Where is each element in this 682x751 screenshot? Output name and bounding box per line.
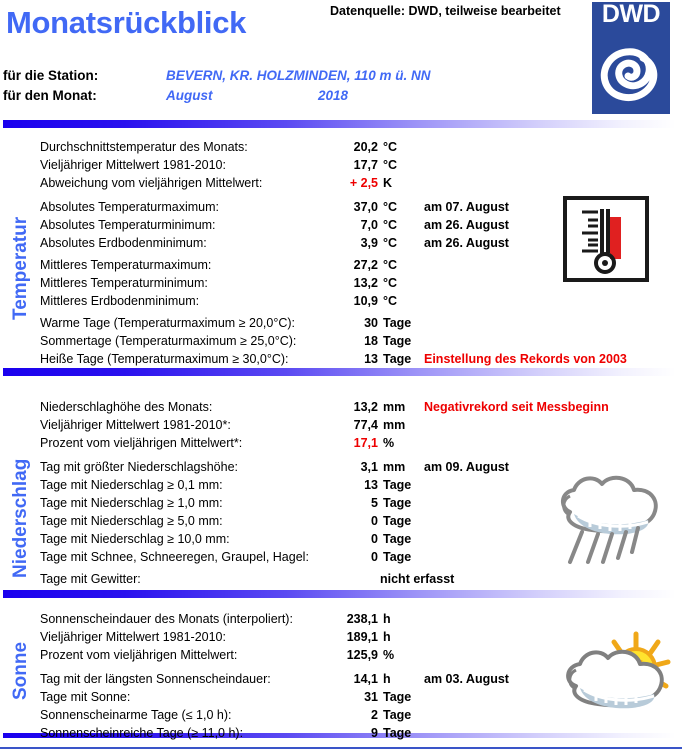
data-row [0,672,682,690]
row-unit: h [383,630,391,644]
data-source-note: Datenquelle: DWD, teilweise bearbeitet [330,4,561,18]
row-label: Sommertage (Temperaturmaximum ≥ 25,0°C): [40,334,297,348]
row-unit: mm [383,418,406,432]
row-unit: °C [383,158,398,172]
row-value: 189,1 [346,630,378,644]
row-unit: % [383,648,395,662]
row-unit: Tage [383,334,412,348]
month-label: für den Monat: [3,88,97,103]
row-value: 238,1 [346,612,378,626]
data-row [0,514,682,532]
row-value: 0 [371,550,378,564]
data-row [0,258,682,276]
bottom-rule [0,747,682,749]
divider-precipitation-bottom [3,590,676,598]
data-row [0,436,682,454]
data-row [0,158,682,176]
station-value: BEVERN, KR. HOLZMINDEN, 110 m ü. NN [166,68,431,83]
data-row [0,176,682,194]
row-note: Einstellung des Rekords von 2003 [424,352,627,366]
row-date: am 26. August [424,218,509,232]
page-title: Monatsrückblick [6,5,247,40]
row-value: 77,4 [353,418,378,432]
divider-top [3,120,676,128]
row-unit: Tage [383,514,412,528]
row-value: 5 [371,496,378,510]
row-value: 13,2 [353,400,378,414]
month-value: August [166,88,213,103]
data-row [0,648,682,666]
data-row [0,294,682,312]
row-label: Tag mit größter Niederschlagshöhe: [40,460,239,474]
row-label: Absolutes Temperaturminimum: [40,218,216,232]
row-label: Heiße Tage (Temperaturmaximum ≥ 30,0°C): [40,352,289,366]
dwd-spiral-icon [598,32,664,110]
data-row [0,460,682,478]
row-label: Prozent vom vieljährigen Mittelwert: [40,648,238,662]
row-label: Vieljähriger Mittelwert 1981-2010*: [40,418,231,432]
row-label: Tage mit Niederschlag ≥ 5,0 mm: [40,514,223,528]
row-value: 13 [364,478,378,492]
data-row [0,352,682,370]
row-value: 20,2 [353,140,378,154]
row-unit: °C [383,236,398,250]
year-value: 2018 [318,88,349,103]
row-label: Mittleres Erdbodenminimum: [40,294,200,308]
station-label: für die Station: [3,68,99,83]
row-value: 14,1 [353,672,378,686]
row-label: Tage mit Niederschlag ≥ 1,0 mm: [40,496,223,510]
row-value: 17,7 [353,158,378,172]
row-label: Tage mit Niederschlag ≥ 10,0 mm: [40,532,230,546]
data-row [0,550,682,568]
data-row [0,532,682,550]
row-unit: Tage [383,708,412,722]
row-value: 10,9 [353,294,378,308]
data-row [0,276,682,294]
row-unit: °C [383,294,398,308]
row-unit: K [383,176,393,190]
row-unit: °C [383,218,398,232]
row-label: Absolutes Temperaturmaximum: [40,200,220,214]
row-value: 27,2 [353,258,378,272]
row-unit: Tage [383,478,412,492]
row-unit: h [383,672,391,686]
row-unit: % [383,436,395,450]
row-label: Tage mit Gewitter: [40,572,141,586]
data-row [0,418,682,436]
data-row [0,572,682,590]
data-row [0,200,682,218]
data-row [0,478,682,496]
row-value: 3,1 [360,460,378,474]
data-row [0,630,682,648]
row-unit: Tage [383,550,412,564]
row-unit: Tage [383,532,412,546]
row-value: 37,0 [353,200,378,214]
row-note: Negativrekord seit Messbeginn [424,400,609,414]
row-plain-value: nicht erfasst [380,572,455,586]
row-label: Tage mit Sonne: [40,690,131,704]
row-value: 13 [364,352,378,366]
row-date: am 07. August [424,200,509,214]
row-unit: °C [383,140,398,154]
row-value: 2 [371,708,378,722]
row-value: 125,9 [346,648,378,662]
row-label: Abweichung vom vieljährigen Mittelwert: [40,176,263,190]
row-unit: Tage [383,726,412,740]
dwd-logo [592,2,670,114]
row-unit: Tage [383,496,412,510]
row-label: Mittleres Temperaturminimum: [40,276,208,290]
row-value: 9 [371,726,378,740]
row-value: 18 [364,334,378,348]
data-row [0,690,682,708]
row-value: 0 [371,514,378,528]
row-label: Sonnenscheinarme Tage (≤ 1,0 h): [40,708,232,722]
data-row [0,708,682,726]
row-unit: Tage [383,316,412,330]
row-label: Durchschnittstemperatur des Monats: [40,140,248,154]
row-date: am 26. August [424,236,509,250]
data-row [0,400,682,418]
row-label: Warme Tage (Temperaturmaximum ≥ 20,0°C): [40,316,295,330]
data-row [0,334,682,352]
row-label: Prozent vom vieljährigen Mittelwert*: [40,436,243,450]
row-unit: °C [383,276,398,290]
section-label-niederschlag: Niederschlag [10,458,31,578]
row-unit: °C [383,200,398,214]
row-label: Vieljähriger Mittelwert 1981-2010: [40,630,226,644]
data-row [0,316,682,334]
row-date: am 09. August [424,460,509,474]
row-date: am 03. August [424,672,509,686]
row-unit: Tage [383,690,412,704]
section-label-temperatur: Temperatur [10,216,31,320]
data-row [0,218,682,236]
row-label: Niederschlaghöhe des Monats: [40,400,213,414]
row-label: Tag mit der längsten Sonnenscheindauer: [40,672,271,686]
data-row [0,496,682,514]
row-label: Tage mit Schnee, Schneeregen, Graupel, Hagel: [40,550,309,564]
data-row [0,612,682,630]
row-value: + 2,5 [349,176,378,190]
row-value: 17,1 [353,436,378,450]
row-value: 3,9 [360,236,378,250]
data-row [0,236,682,254]
row-unit: mm [383,400,406,414]
dwd-logo-text: DWD [601,0,661,28]
row-label: Tage mit Niederschlag ≥ 0,1 mm: [40,478,223,492]
row-unit: Tage [383,352,412,366]
row-value: 0 [371,532,378,546]
row-label: Absolutes Erdbodenminimum: [40,236,207,250]
row-unit: h [383,612,391,626]
row-value: 13,2 [353,276,378,290]
data-row [0,726,682,744]
row-value: 7,0 [360,218,378,232]
row-value: 30 [364,316,378,330]
row-value: 31 [364,690,378,704]
row-label: Sonnenscheindauer des Monats (interpoliert): [40,612,293,626]
row-unit: mm [383,460,406,474]
row-label: Sonnenscheinreiche Tage (≥ 11,0 h): [40,726,244,740]
row-label: Mittleres Temperaturmaximum: [40,258,212,272]
section-label-sonne: Sonne [10,641,31,700]
data-row [0,140,682,158]
row-unit: °C [383,258,398,272]
row-label: Vieljähriger Mittelwert 1981-2010: [40,158,226,172]
